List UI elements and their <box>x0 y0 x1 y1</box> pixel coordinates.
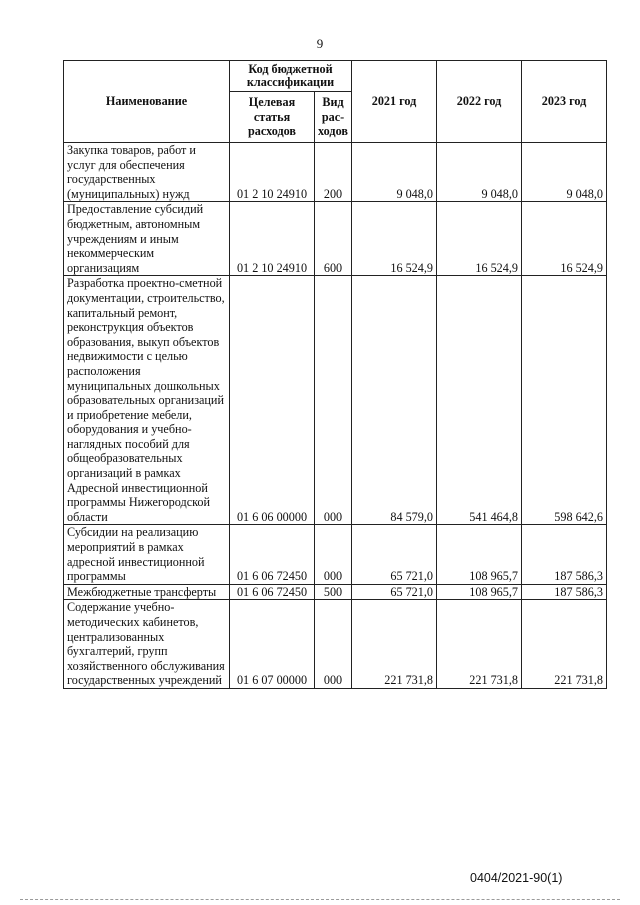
row-2021: 9 048,0 <box>352 143 437 202</box>
row-code: 01 6 06 72450 <box>230 584 315 600</box>
row-kind: 000 <box>315 600 352 689</box>
table-row <box>64 584 607 600</box>
row-2023: 16 524,9 <box>522 202 607 276</box>
header-year-2022: 2022 год <box>437 61 522 143</box>
row-code: 01 6 06 72450 <box>230 525 315 584</box>
header-name: Наименование <box>64 61 230 143</box>
row-kind: 500 <box>315 584 352 600</box>
row-kind: 600 <box>315 202 352 276</box>
row-2021: 16 524,9 <box>352 202 437 276</box>
row-2023: 187 586,3 <box>522 584 607 600</box>
table-row <box>64 202 607 276</box>
row-code: 01 6 07 00000 <box>230 600 315 689</box>
row-kind: 200 <box>315 143 352 202</box>
row-kind: 000 <box>315 525 352 584</box>
header-year-2021: 2021 год <box>352 61 437 143</box>
row-code: 01 6 06 00000 <box>230 276 315 525</box>
row-name: Содержание учебно-методических кабинетов, централизованных бухгалтерий, групп хозяйственного обслуживания государственных учреждений <box>64 600 230 689</box>
row-2022: 16 524,9 <box>437 202 522 276</box>
bottom-scan-rule <box>20 899 620 900</box>
table-row <box>64 525 607 584</box>
row-2023: 187 586,3 <box>522 525 607 584</box>
header-code-group: Код бюджетной классификации <box>230 61 352 92</box>
table-row <box>64 143 607 202</box>
header-expense-type: Вид рас-ходов <box>315 92 352 143</box>
row-name: Разработка проектно-сметной документации, строительство, капитальный ремонт, реконструкция объектов образования, выкуп объектов недвижимости с целью расположения муниципальных дошкольных образовательных организаций и приобретение мебели, оборудования и учебно-наглядных пособий для общеобразовательных организаций в рамках Адресной инвестиционной программы Нижегородской области <box>64 276 230 525</box>
row-name: Межбюджетные трансферты <box>64 584 230 600</box>
header-year-2023: 2023 год <box>522 61 607 143</box>
row-2021: 84 579,0 <box>352 276 437 525</box>
row-2022: 541 464,8 <box>437 276 522 525</box>
budget-table <box>63 60 607 689</box>
row-2022: 108 965,7 <box>437 525 522 584</box>
header-target-article: Целевая статья расходов <box>230 92 315 143</box>
row-kind: 000 <box>315 276 352 525</box>
row-2022: 108 965,7 <box>437 584 522 600</box>
row-name: Закупка товаров, работ и услуг для обеспечения государственных (муниципальных) нужд <box>64 143 230 202</box>
row-2023: 221 731,8 <box>522 600 607 689</box>
row-2021: 65 721,0 <box>352 584 437 600</box>
row-2021: 65 721,0 <box>352 525 437 584</box>
row-2023: 598 642,6 <box>522 276 607 525</box>
row-code: 01 2 10 24910 <box>230 202 315 276</box>
row-name: Предоставление субсидий бюджетным, автономным учреждениям и иным некоммерческим организациям <box>64 202 230 276</box>
table-row <box>64 276 607 525</box>
row-2023: 9 048,0 <box>522 143 607 202</box>
document-code: 0404/2021-90(1) <box>470 871 563 885</box>
row-2021: 221 731,8 <box>352 600 437 689</box>
table-row <box>64 600 607 689</box>
row-2022: 221 731,8 <box>437 600 522 689</box>
row-name: Субсидии на реализацию мероприятий в рамках адресной инвестиционной программы <box>64 525 230 584</box>
row-code: 01 2 10 24910 <box>230 143 315 202</box>
page-number: 9 <box>316 36 324 51</box>
row-2022: 9 048,0 <box>437 143 522 202</box>
